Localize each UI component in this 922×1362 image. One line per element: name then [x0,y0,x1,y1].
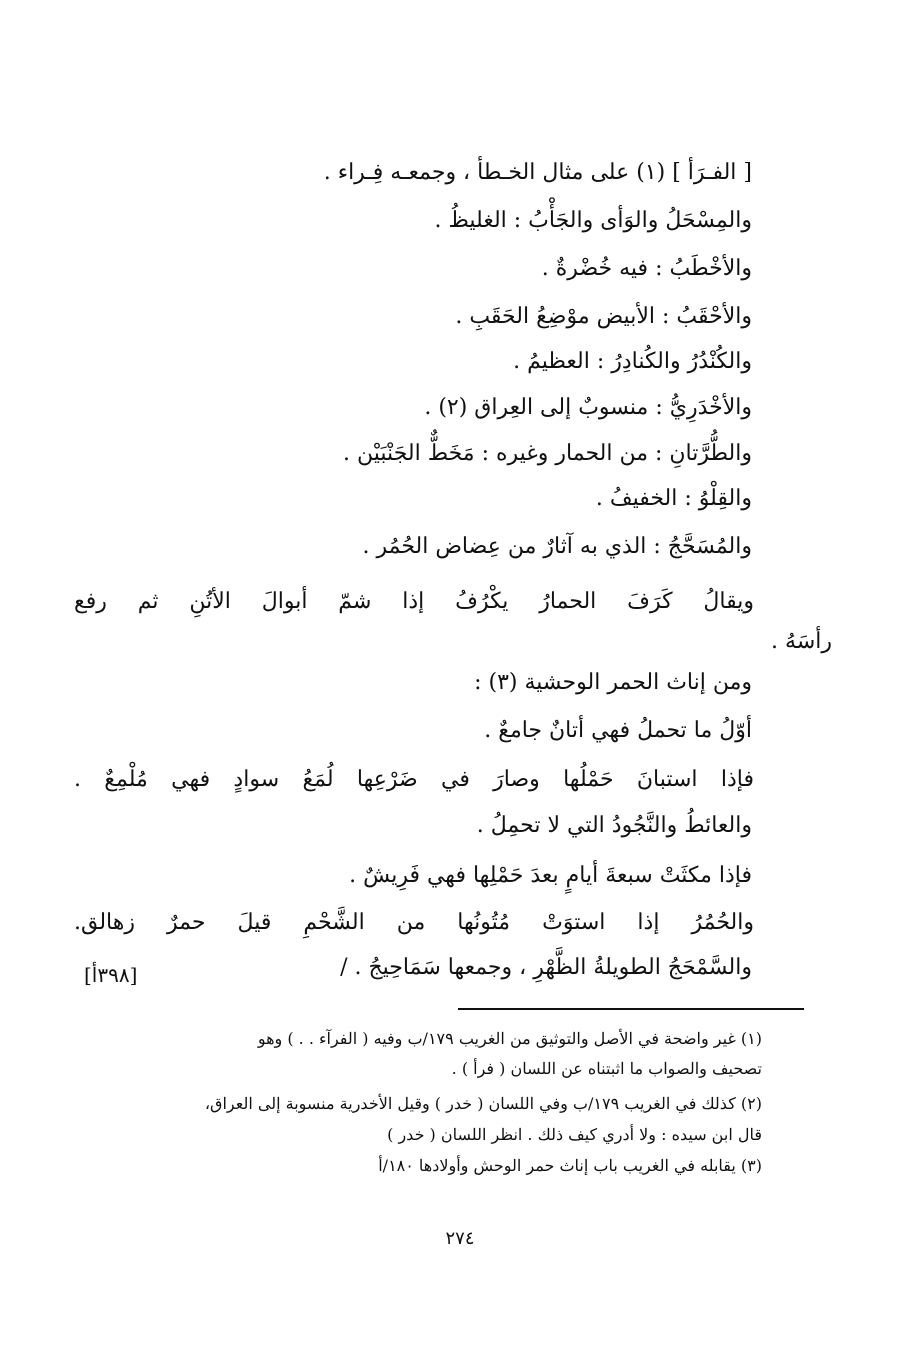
footnote-line: (١) غير واضحة في الأصل والتوثيق من الغريب ١٧٩/ب وفيه ( الفرآء . . ) وهو [257,1029,762,1048]
body-line: فإذا مكثَتْ سبعةَ أيامٍ بعدَ حَمْلِها فهي فَرِيشٌ . [349,863,752,888]
section-heading: ومن إناث الحمر الوحشية (٣) : [474,670,752,695]
footnote-line: تصحيف والصواب ما اثبتناه عن اللسان ( فرأ ) . [451,1059,762,1078]
body-line: ويقالُ كَرَفَ الحمارُ يكْرُفُ إذا شمّ أبوالَ الأتُنِ ثم رفع [74,589,754,614]
body-line: [ الفـرَأ ] (١) على مثال الخـطأ ، وجمعـه فِـراء . [323,160,752,185]
body-line: رأسَهُ . [771,629,832,654]
body-line: والمِسْحَلُ والوَأى والجَأْبُ : الغليظُ . [434,208,752,233]
page-number: ٢٧٤ [445,1228,475,1249]
body-line: والعائطُ والنَّجُودُ التي لا تحمِلُ . [476,813,752,838]
body-line: والقِلْوُ : الخفيفُ . [595,486,752,511]
manuscript-folio-note: [٣٩٨أ] [84,963,138,987]
body-line: والأخْطَبُ : فيه خُضْرةٌ . [541,256,752,281]
body-line: والكُنْدُرُ والكُنادِرُ : العظيمُ . [513,349,752,374]
footnote-line: قال ابن سيده : ولا أدري كيف ذلك . انظر اللسان ( خدر ) [387,1125,762,1144]
body-line: والأخْدَرِيُّ : منسوبٌ إلى العِراق (٢) . [424,395,752,420]
body-line: والحُمُرُ إذا استوَتْ مُتُونُها من الشَّحْمِ قيلَ حمرٌ زهالق. [74,910,754,935]
body-line: والأحْقَبُ : الأبيض موْضِعُ الحَقَبِ . [455,304,752,329]
body-line: والطُّرَّتانِ : من الحمار وغيره : مَخَطٌّ الجَنْبَيْن . [343,441,752,466]
body-line: فإذا استبانَ حَمْلُها وصارَ في ضَرْعِها لُمَعُ سوادٍ فهي مُلْمِعٌ . [74,767,754,792]
body-line: أوّلُ ما تحملُ فهي أتانٌ جامعٌ . [484,718,752,743]
body-line: والمُسَحَّجُ : الذي به آثارٌ من عِضاض الحُمُر . [362,534,752,559]
footnote-separator [458,1008,804,1010]
body-line: والسَّمْحَجُ الطويلةُ الظَّهْرِ ، وجمعها سَمَاحِيجُ . / [340,955,752,980]
footnote-line: (٢) كذلك في الغريب ١٧٩/ب وفي اللسان ( خدر ) وقيل الأخدرية منسوبة إلى العراق، [204,1094,762,1113]
footnote-line: (٣) يقابله في الغريب باب إناث حمر الوحش وأولادها ١٨٠/أ [378,1156,762,1175]
